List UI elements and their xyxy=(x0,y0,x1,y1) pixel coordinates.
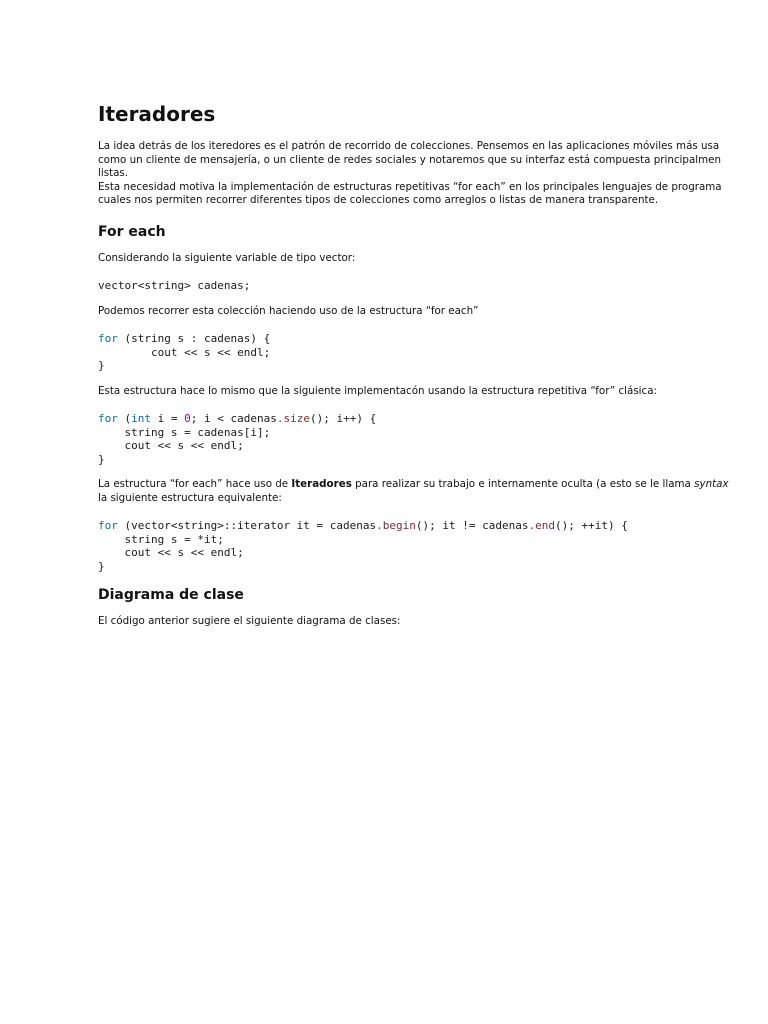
intro-line-4: Esta necesidad motiva la implementación de estructuras repetitivas “for each” en los principales lenguajes de programa xyxy=(98,180,722,193)
paragraph-classic-for: Esta estructura hace lo mismo que la siguiente implementacón usando la estructura repetitiva “for” clásica: xyxy=(98,384,657,397)
page-title: Iteradores xyxy=(98,102,216,126)
code-line: cout << s << endl; xyxy=(98,546,244,559)
code-keyword: for xyxy=(98,519,118,532)
section-heading-class-diagram: Diagrama de clase xyxy=(98,587,244,603)
code-text: i = xyxy=(151,412,185,425)
section-heading-for-each: For each xyxy=(98,223,166,240)
code-text: ; i < cadenas xyxy=(190,412,277,425)
italic-term: syntax xyxy=(694,478,729,490)
code-line: vector<string> cadenas; xyxy=(98,279,251,292)
code-text: (); ++it) { xyxy=(555,519,628,532)
intro-line-1: La idea detrás de los iteredores es el patrón de recorrido de colecciones. Pensemos en las aplicaciones móviles más usa xyxy=(98,140,720,152)
text: para realizar su trabajo e internamente oculta (a esto se le llama xyxy=(351,478,695,490)
paragraph-vector-intro: Considerando la siguiente variable de tipo vector: xyxy=(98,251,356,264)
code-text: (string s : cadenas) { xyxy=(117,332,271,345)
code-line: cout << s << endl; xyxy=(98,345,271,359)
text: La estructura “for each” hace uso de xyxy=(98,478,292,490)
code-block-declaration xyxy=(98,279,678,293)
code-line: string s = *it; xyxy=(98,532,224,546)
document-page xyxy=(98,100,729,629)
intro-line-3: listas. xyxy=(98,167,129,179)
code-keyword: for xyxy=(98,332,118,345)
code-block-classic-for xyxy=(98,412,678,466)
code-number: 0 xyxy=(184,412,191,425)
code-line: cout << s << endl; xyxy=(98,439,244,452)
intro-paragraph xyxy=(98,140,722,208)
intro-line-5: cuales nos permiten recorrer diferentes tipos de colecciones como arreglos o listas de manera transparente. xyxy=(98,194,659,206)
code-line: } xyxy=(98,559,105,573)
code-block-iterator xyxy=(98,519,678,573)
code-text: (); i++) { xyxy=(309,412,377,425)
code-keyword: int xyxy=(131,412,151,425)
code-text: (); it != cadenas xyxy=(415,519,529,532)
code-line: } xyxy=(98,359,105,372)
intro-line-2: como un cliente de mensajería, o un cliente de redes sociales y notaremos que su interfaz está compuesta principalmen xyxy=(98,153,722,166)
paragraph-diagram-intro: El código anterior sugiere el siguiente diagrama de clases: xyxy=(98,615,401,627)
code-keyword: for xyxy=(98,412,118,425)
code-line: } xyxy=(98,452,105,466)
bold-term: Iteradores xyxy=(291,478,352,490)
code-line: string s = cadenas[i]; xyxy=(98,425,271,439)
code-function: .begin xyxy=(376,519,416,532)
code-text: ( xyxy=(117,412,132,425)
code-function: .size xyxy=(276,412,310,425)
paragraph-for-each-intro: Podemos recorrer esta colección haciendo uso de la estructura “for each” xyxy=(98,304,479,317)
code-text: (vector<string>::iterator it = cadenas xyxy=(117,519,377,532)
paragraph-iterators-line-2: la siguiente estructura equivalente: xyxy=(98,491,282,504)
paragraph-iterators xyxy=(98,478,729,505)
code-function: .end xyxy=(528,519,555,532)
code-block-for-each xyxy=(98,332,678,373)
paragraph-iterators-line-1 xyxy=(98,478,729,492)
